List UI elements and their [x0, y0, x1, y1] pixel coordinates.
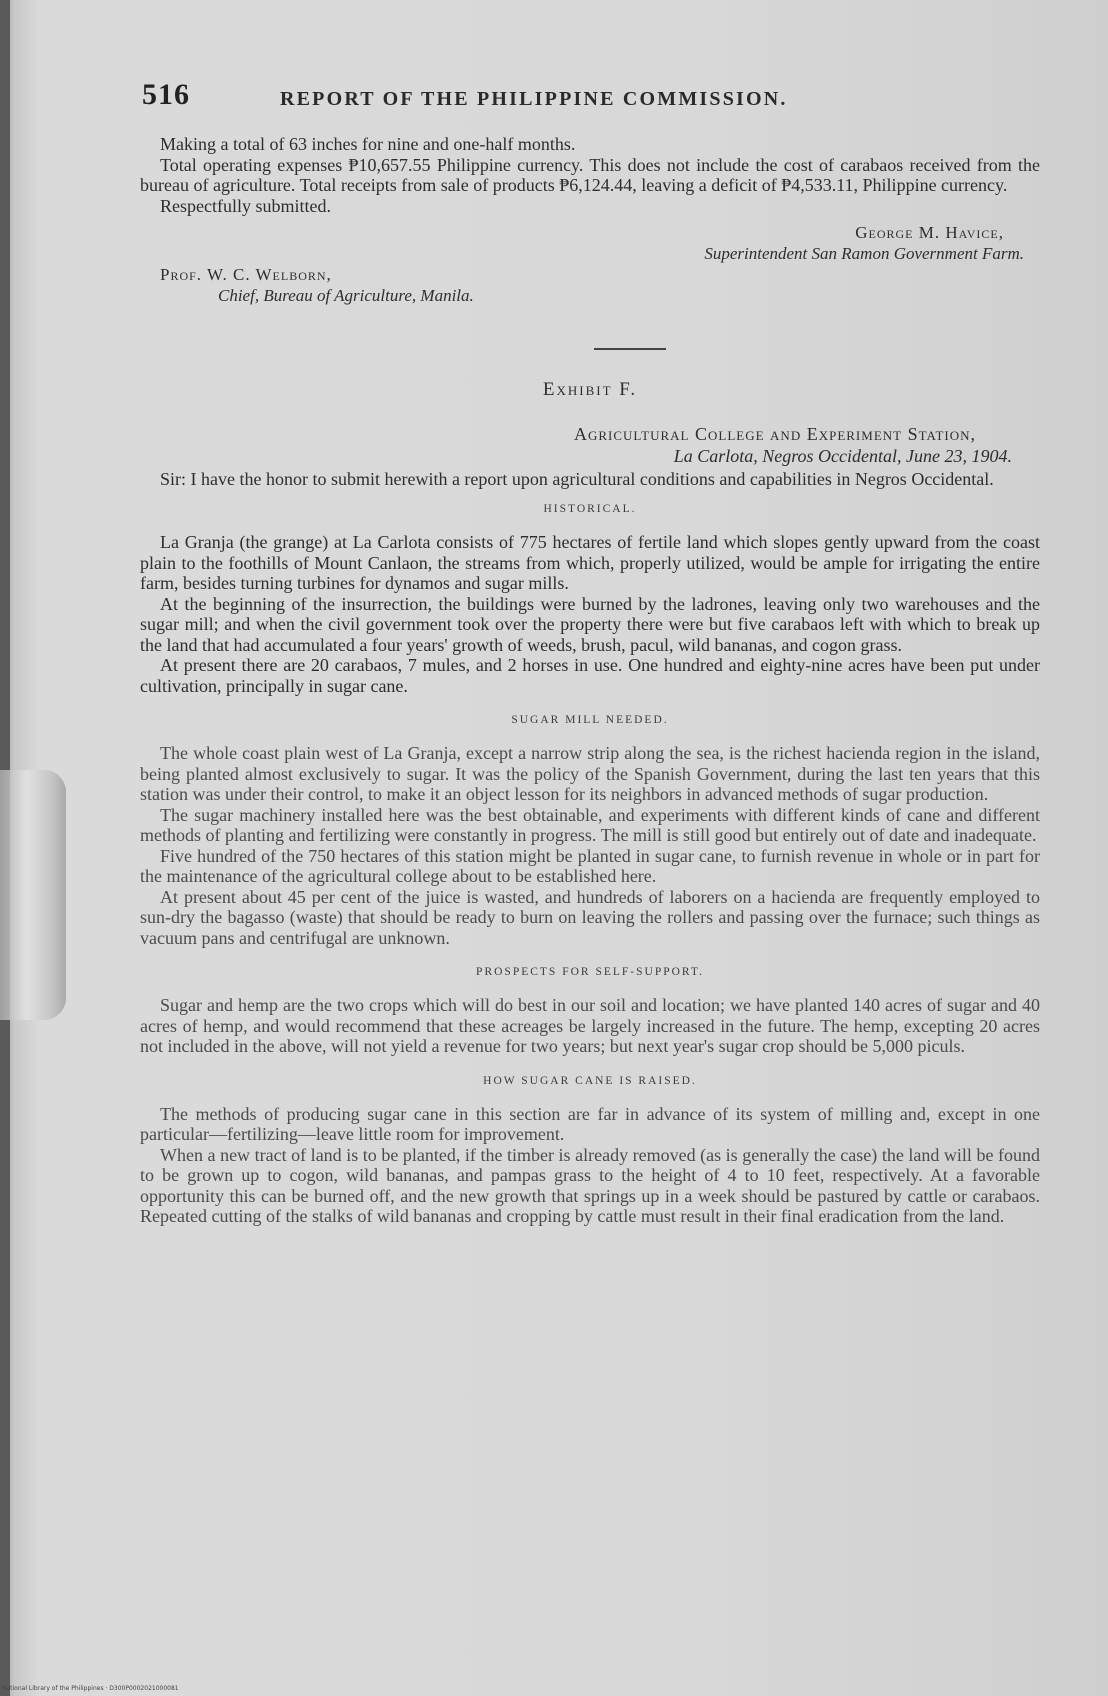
exhibit-label: Exhibit F.	[542, 379, 638, 400]
page-content	[140, 72, 1040, 1227]
paragraph: At present about 45 per cent of the juice is wasted, and hundreds of laborers on a hacienda are frequently employed to sun-dry the bagasso (waste) that should be ready to burn on leaving the rollers and passing over the furnace; such things as vacuum pans and centrifugal are unknown.	[140, 886, 1040, 948]
section-historical	[140, 503, 1040, 696]
paragraph: La Granja (the grange) at La Carlota consists of 775 hectares of fertile land which slopes gently upward from the coast plain to the foothills of Mount Canlaon, the streams from which, properly utilized, would be ample for irrigating the entire farm, besides turning turbines for dynamos and sugar mills.	[140, 532, 1040, 593]
addressee-title: Chief, Bureau of Agriculture, Manila.	[218, 286, 474, 305]
section-heading: PROSPECTS FOR SELF-SUPPORT.	[476, 966, 704, 978]
running-header	[140, 72, 1040, 118]
operating-expenses-paragraph: Total operating expenses ₱10,657.55 Philippine currency. This does not include the cost of carabaos received from the bureau of agriculture. Total receipts from sale of products ₱6,124.44, leaving a deficit of ₱4,533.11, Philippine currency.	[140, 154, 1040, 195]
signer-title: Superintendent San Ramon Government Farm.	[704, 244, 1024, 263]
running-title: REPORT OF THE PHILIPPINE COMMISSION.	[280, 88, 788, 110]
section-heading: HOW SUGAR CANE IS RAISED.	[483, 1074, 697, 1087]
paragraph: When a new tract of land is to be planted, if the timber is already removed (as is generally the case) the land will be found to be grown up to cogon, wild bananas, and pampas grass to the height of 4 to 10 feet, respectively. At a favorable opportunity this can be burned off, and the new growth that springs up in a week should be pastured by cattle or carabaos. Repeated cutting of the stalks of wild bananas and cropping by cattle must result in their final eradication from the land.	[140, 1144, 1040, 1226]
paragraph: Five hundred of the 750 hectares of this station might be planted in sugar cane, to furnish revenue in whole or in part for the maintenance of the agricultural college about to be established here.	[140, 845, 1040, 886]
closing-line: Respectfully submitted.	[160, 195, 331, 216]
section-how-sugar-cane-is-raised	[140, 1075, 1040, 1227]
paragraph: The sugar machinery installed here was the best obtainable, and experiments with different kinds of cane and different methods of planting and fertilizing were constantly in progress. The mill is still good but entirely out of date and inadequate.	[140, 804, 1040, 845]
binding-clip	[0, 770, 66, 1020]
page-number: 516	[142, 78, 190, 111]
paragraph: At present there are 20 carabaos, 7 mules, and 2 horses in use. One hundred and eighty-nine acres have been put under cultivation, principally in sugar cane.	[140, 655, 1040, 696]
station-name: Agricultural College and Experiment Station,	[573, 423, 976, 444]
paragraph: Sugar and hemp are the two crops which will do best in our soil and location; we have planted 140 acres of sugar and 40 acres of hemp, and would recommend that these acreages be largely increased in the future. The hemp, excepting 20 acres not included in the above, will not yield a revenue for two years; but next year's sugar crop should be 5,000 piculs.	[140, 995, 1040, 1056]
paragraph: At the beginning of the insurrection, the buildings were burned by the ladrones, leaving only two warehouses and the sugar mill; and when the civil government took over the property there were but five carabaos left with which to break up the land that had accumulated a four years' growth of weeds, brush, pacul, wild bananas, and cogon grass.	[140, 593, 1040, 655]
archive-credit: National Library of the Philippines · D300P0002021000081	[2, 1685, 179, 1692]
section-sugar-mill-needed	[140, 714, 1040, 948]
section-heading: SUGAR MILL NEEDED.	[511, 714, 669, 726]
paragraph: The whole coast plain west of La Granja, except a narrow strip along the sea, is the richest hacienda region in the island, being planted almost exclusively to sugar. It was the policy of the Spanish Government, during the last ten years that this station was under their control, to make it an object lesson for its neighbors in advanced methods of sugar production.	[140, 743, 1040, 804]
signer-name: George M. Havice,	[855, 223, 1004, 242]
section-divider	[594, 348, 666, 350]
total-rainfall-line: Making a total of 63 inches for nine and one-half months.	[160, 134, 576, 154]
addressee-name: Prof. W. C. Welborn,	[160, 265, 332, 284]
paragraph: The methods of producing sugar cane in this section are far in advance of its system of milling and, except in one particular—fertilizing—leave little room for improvement.	[140, 1103, 1040, 1144]
station-place-date: La Carlota, Negros Occidental, June 23, 1904.	[673, 445, 1012, 466]
salutation-paragraph: Sir: I have the honor to submit herewith a report upon agricultural conditions and capabilities in Negros Occidental.	[160, 468, 994, 489]
section-heading: HISTORICAL.	[543, 503, 637, 515]
section-prospects-for-self-support	[140, 966, 1040, 1057]
